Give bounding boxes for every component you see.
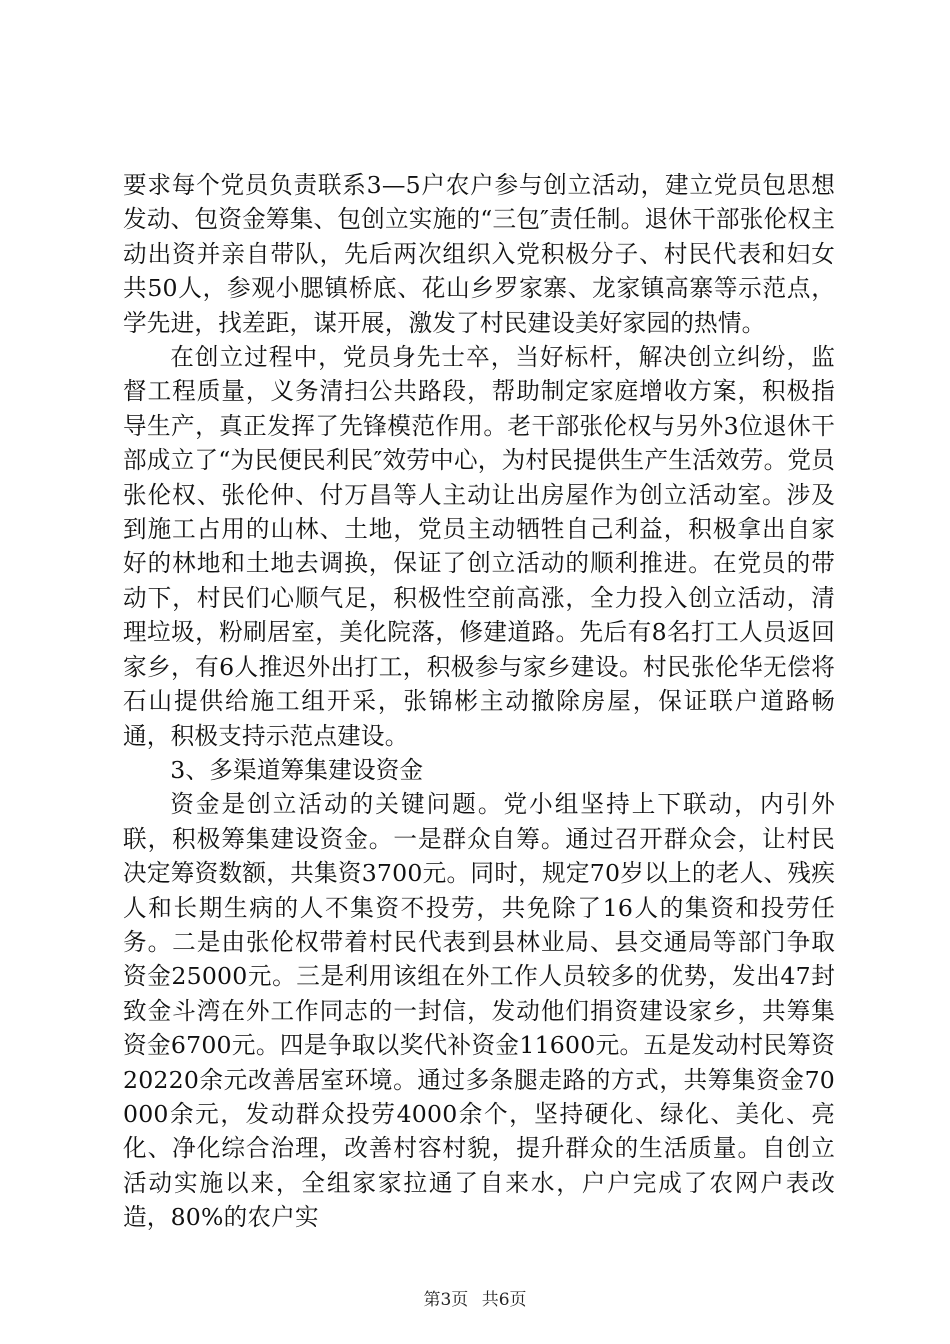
page-total: 共6页 <box>481 1290 527 1310</box>
paragraph-party-members-lead: 在创立过程中，党员身先士卒，当好标杆，解决创立纠纷，监督工程质量，义务清扫公共路段，帮助制定家庭增收方案，积极指导生产，真正发挥了先锋模范作用。老干部张伦权与另外3位退休干部成立了“为民便民利民″效劳中心，为村民提供生产生活效劳。党员张伦权、张伦仲、付万昌等人主动让出房屋作为创立活动室。涉及到施工占用的山林、土地，党员主动牺牲自己利益，积极拿出自家好的林地和土地去调换，保证了创立活动的顺利推进。在党员的带动下，村民们心顺气足，积极性空前高涨，全力投入创立活动，清理垃圾，粉刷居室，美化院落，修建道路。先后有8名打工人员返回家乡，有6人推迟外出打工，积极参与家乡建设。村民张伦华无偿将石山提供给施工组开采，张锦彬主动撤除房屋，保证联户道路畅通，积极支持示范点建设。 <box>123 343 835 750</box>
page-footer <box>0 1290 950 1310</box>
paragraph-funding-details: 资金是创立活动的关键问题。党小组坚持上下联动，内引外联，积极筹集建设资金。一是群众自筹。通过召开群众会，让村民决定筹资数额，共集资3700元。同时，规定70岁以上的老人、残疾人和长期生病的人不集资不投劳，共免除了16人的集资和投劳任务。二是由张伦权带着村民代表到县林业局、县交通局等部门争取资金25000元。三是利用该组在外工作人员较多的优势，发出47封致金斗湾在外工作同志的一封信，发动他们捐资建设家乡，共筹集资金6700元。四是争取以奖代补资金11600元。五是发动村民筹资20220余元改善居室环境。通过多条腿走路的方式，共筹集资金70000余元，发动群众投劳4000余个，坚持硬化、绿化、美化、亮化、净化综合治理，改善村容村貌，提升群众的生活质量。自创立活动实施以来，全组家家拉通了自来水，户户完成了农网户表改造，80%的农户实 <box>123 790 835 1232</box>
document-body <box>123 168 835 1235</box>
page-number: 第3页 <box>423 1290 469 1310</box>
section-heading-funding: 3、多渠道筹集建设资金 <box>170 755 424 784</box>
paragraph-party-member-contacts: 要求每个党员负责联系3—5户农户参与创立活动，建立党员包思想发动、包资金筹集、包创立实施的“三包″责任制。退休干部张伦权主动出资并亲自带队，先后两次组织入党积极分子、村民代表和妇女共50人，参观小腮镇桥底、花山乡罗家寨、龙家镇高寨等示范点，学先进，找差距，谋开展，激发了村民建设美好家园的热情。 <box>123 171 835 337</box>
